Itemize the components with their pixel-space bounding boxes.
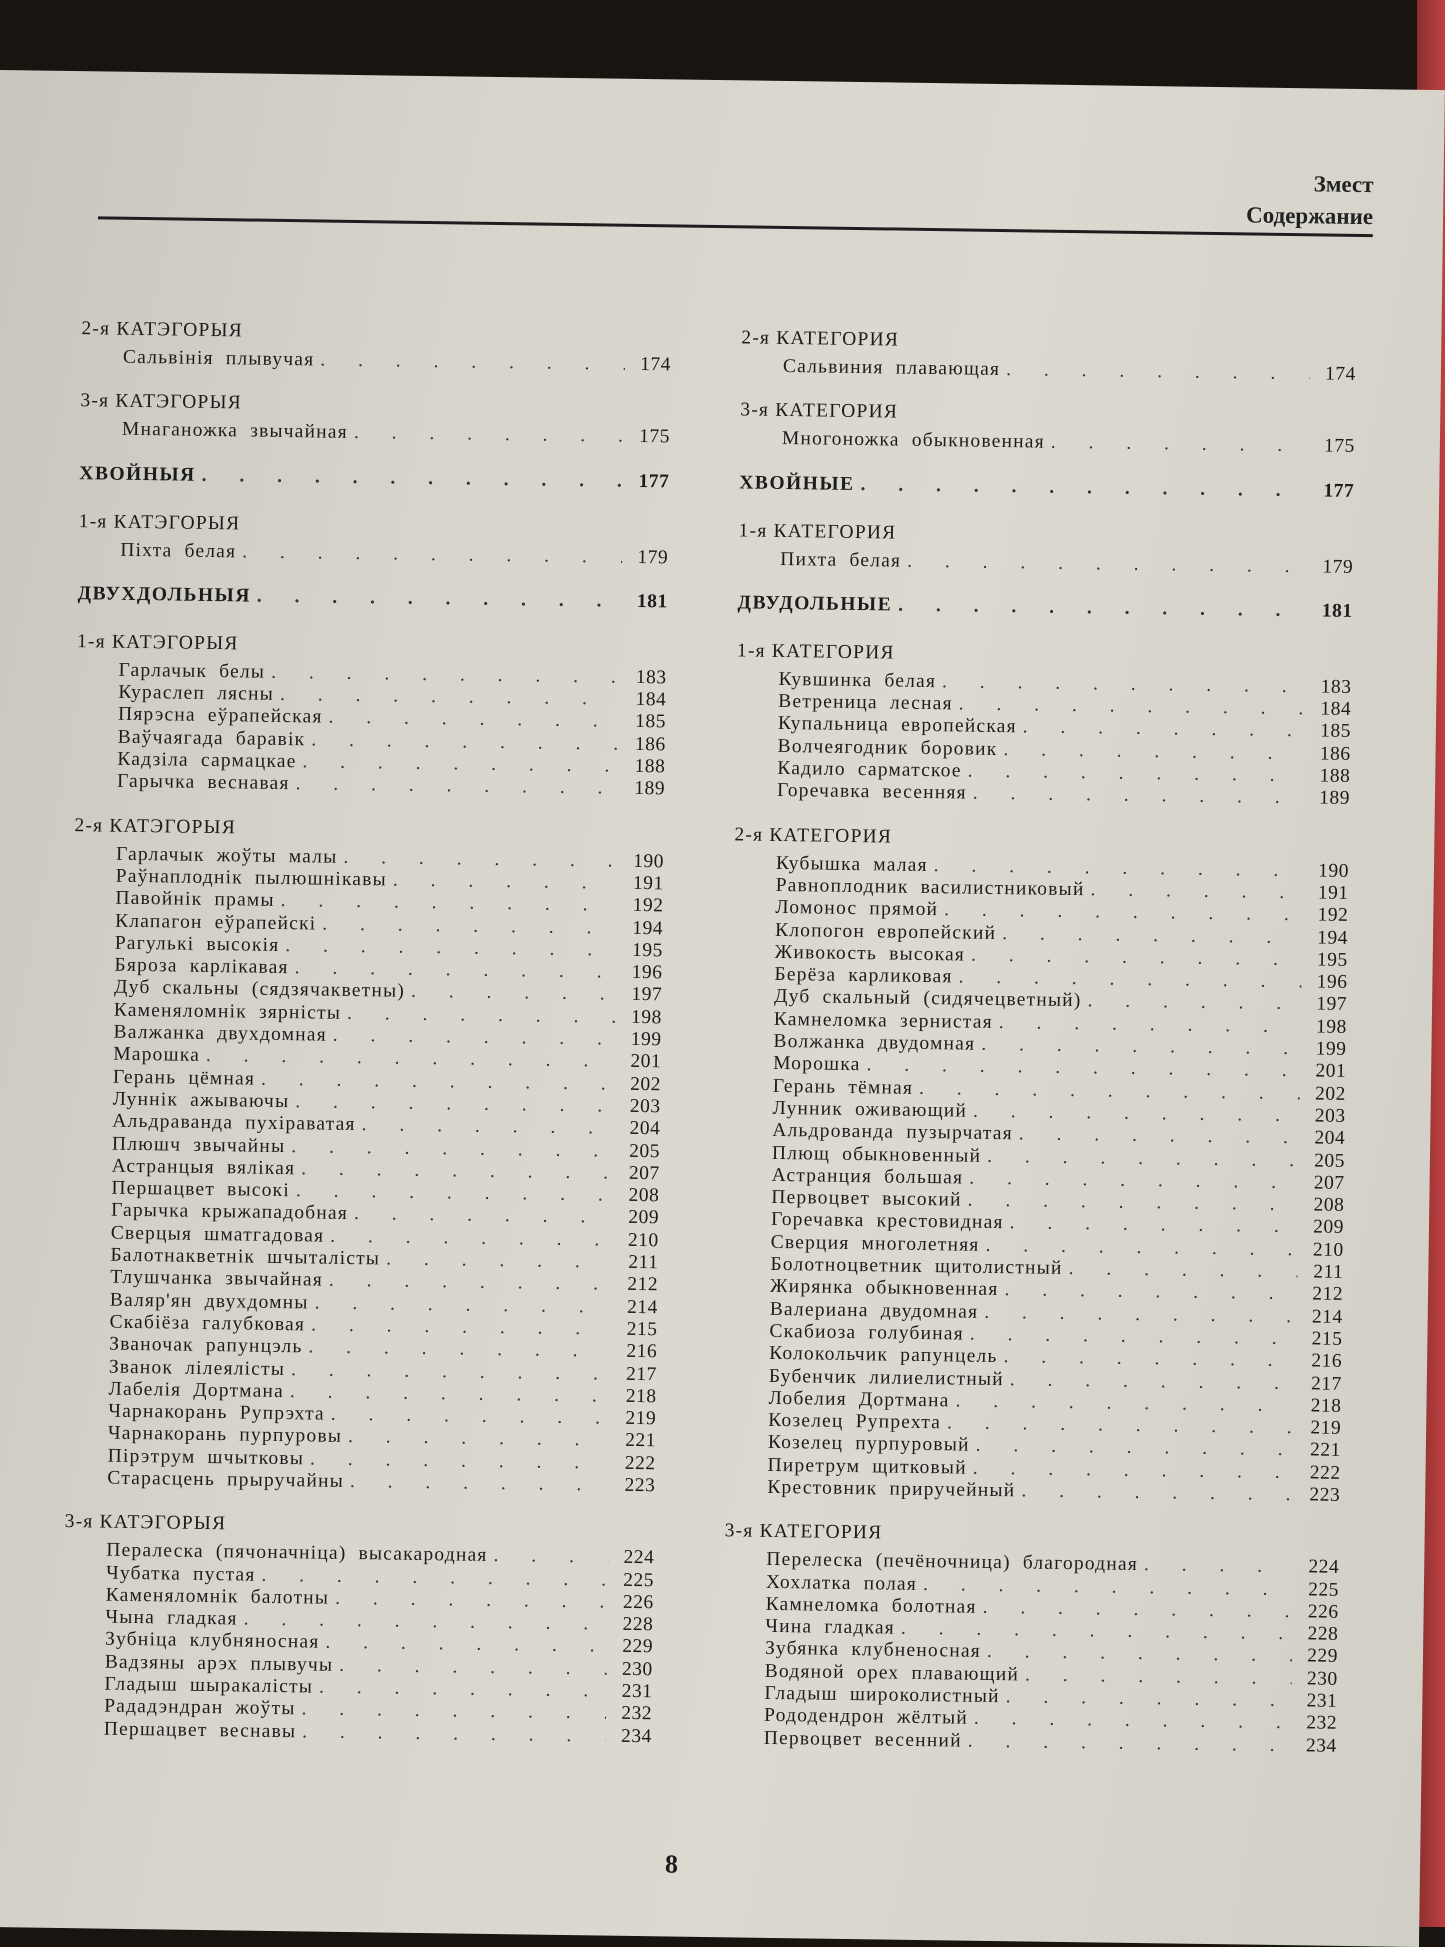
entry-page-number: 226 bbox=[1307, 1601, 1339, 1623]
entry-page-number: 230 bbox=[1306, 1668, 1338, 1690]
category-heading: 3-я КАТЭГОРЫЯ bbox=[64, 1511, 227, 1535]
entry-label: Званок лілеялісты bbox=[108, 1356, 286, 1380]
entry-label: Плюшч звычайны bbox=[111, 1133, 286, 1157]
entry-label: Скабиоза голубиная bbox=[769, 1320, 965, 1345]
entry-page-number: 207 bbox=[628, 1162, 660, 1185]
entry-label: Клопогон европейский bbox=[774, 919, 997, 944]
category-heading: 3-я КАТЕГОРИЯ bbox=[740, 399, 899, 423]
entry-label: Герань тёмная bbox=[772, 1075, 914, 1099]
entry-page-number: 188 bbox=[1319, 765, 1351, 787]
toc-division bbox=[79, 461, 669, 495]
entry-label: Чарнакорань Рупрэхта bbox=[108, 1400, 325, 1425]
entry-label: Горечавка крестовидная bbox=[770, 1209, 1004, 1234]
entry-label: Рададэндран жоўты bbox=[104, 1695, 296, 1720]
toc-entry bbox=[738, 548, 1353, 579]
entry-page-number: 211 bbox=[1313, 1261, 1344, 1283]
entry-label: Кубышка малая bbox=[775, 852, 928, 876]
entry-label: Каменяломнік балотны bbox=[105, 1584, 330, 1609]
entry-page-number: 190 bbox=[1318, 860, 1350, 882]
entry-label: Альдрованда пузырчатая bbox=[772, 1120, 1014, 1145]
entry-label: Марошка bbox=[113, 1044, 201, 1067]
leader-dots bbox=[860, 472, 1308, 504]
book-page bbox=[0, 70, 1445, 1947]
entry-page-number: 205 bbox=[629, 1140, 661, 1162]
entry-page-number: 174 bbox=[640, 353, 672, 376]
entry-page-number: 189 bbox=[634, 778, 666, 800]
entry-label: Герань цёмная bbox=[112, 1066, 256, 1090]
entry-page-number: 191 bbox=[632, 872, 664, 895]
entry-label: Балотнакветнік шчыталісты bbox=[110, 1244, 381, 1270]
leader-dots bbox=[898, 592, 1307, 624]
toc-category bbox=[81, 316, 672, 377]
entry-page-number: 195 bbox=[1316, 949, 1348, 971]
toc-category bbox=[62, 1509, 655, 1748]
entry-page-number: 209 bbox=[628, 1207, 660, 1229]
toc-entry bbox=[81, 346, 671, 377]
entry-label: Крестовник приручейный bbox=[767, 1476, 1016, 1502]
category-entries bbox=[735, 668, 1352, 810]
entry-page-number: 212 bbox=[627, 1274, 659, 1296]
entry-page-number: 204 bbox=[629, 1118, 661, 1140]
leader-dots bbox=[493, 1545, 608, 1569]
entry-label: ХВОЙНЫЕ bbox=[739, 471, 855, 495]
toc-category bbox=[75, 629, 667, 801]
entry-label: Пиретрум щитковый bbox=[767, 1454, 967, 1479]
toc-entry bbox=[740, 428, 1355, 459]
category-entries bbox=[725, 852, 1349, 1507]
entry-page-number: 232 bbox=[621, 1703, 653, 1725]
entry-label: Камнеломка болотная bbox=[765, 1593, 977, 1618]
toc-entry bbox=[80, 418, 670, 449]
entry-page-number: 211 bbox=[628, 1251, 659, 1274]
entry-label: Сверцыя шматгадовая bbox=[110, 1222, 325, 1247]
entry-label: Бубенчик лилиелистный bbox=[768, 1365, 1005, 1390]
entry-page-number: 183 bbox=[1320, 676, 1352, 698]
entry-page-number: 224 bbox=[1308, 1556, 1340, 1579]
leader-dots bbox=[350, 1471, 610, 1497]
entry-label: Валжанка двухдомная bbox=[113, 1021, 328, 1046]
entry-label: Зубянка клубненосная bbox=[764, 1638, 982, 1663]
entry-label: Козелец Рупрехта bbox=[768, 1409, 942, 1434]
entry-page-number: 189 bbox=[1319, 787, 1351, 810]
leader-dots bbox=[354, 422, 624, 448]
entry-page-number: 231 bbox=[621, 1680, 653, 1703]
toc-category bbox=[65, 813, 664, 1498]
leader-dots bbox=[1087, 991, 1301, 1016]
entry-page-number: 225 bbox=[1308, 1578, 1340, 1601]
entry-page-number: 202 bbox=[1314, 1083, 1346, 1105]
entry-label: Астранцыя вялікая bbox=[111, 1155, 296, 1180]
entry-page-number: 226 bbox=[622, 1591, 654, 1614]
entry-label: Мнаганожка звычайная bbox=[121, 419, 349, 444]
category-heading: 2-я КАТЕГОРИЯ bbox=[734, 824, 893, 848]
entry-label: Валериана двудомная bbox=[769, 1298, 979, 1323]
division-row bbox=[79, 461, 669, 495]
entry-label: Болотноцветник щитолистный bbox=[770, 1253, 1063, 1279]
entry-page-number: 190 bbox=[633, 850, 665, 873]
entry-page-number: 179 bbox=[1322, 556, 1354, 578]
entry-page-number: 197 bbox=[1316, 993, 1348, 1016]
entry-label: Астранция большая bbox=[771, 1164, 964, 1189]
entry-label: Купальница европейская bbox=[777, 713, 1017, 738]
toc-category bbox=[80, 388, 671, 449]
category-entries bbox=[738, 548, 1353, 579]
entry-label: Водяной орех плавающий bbox=[764, 1660, 1020, 1686]
entry-label: Скабіёза галубковая bbox=[109, 1311, 306, 1336]
toc-entry bbox=[741, 355, 1356, 386]
entry-page-number: 194 bbox=[1317, 927, 1349, 949]
leader-dots bbox=[1051, 432, 1309, 458]
entry-page-number: 225 bbox=[623, 1569, 655, 1591]
entry-page-number: 222 bbox=[624, 1452, 656, 1474]
entry-page-number: 216 bbox=[626, 1341, 658, 1363]
entry-page-number: 192 bbox=[1317, 904, 1349, 927]
leader-dots bbox=[295, 774, 619, 801]
entry-page-number: 177 bbox=[638, 470, 670, 492]
page-number: 8 bbox=[664, 1849, 679, 1879]
category-heading: 3-я КАТЭГОРЫЯ bbox=[80, 390, 243, 414]
entry-label: Кадзіла сармацкае bbox=[117, 748, 297, 773]
entry-label: Берёза карликовая bbox=[774, 964, 953, 988]
entry-page-number: 198 bbox=[1315, 1016, 1347, 1038]
entry-label: Рагулькі высокія bbox=[114, 932, 280, 956]
entry-label: Вадзяны арэх плывучы bbox=[104, 1651, 334, 1676]
entry-page-number: 222 bbox=[1309, 1462, 1341, 1484]
leader-dots bbox=[320, 350, 625, 377]
category-entries bbox=[740, 428, 1355, 459]
category-entries bbox=[65, 843, 664, 1498]
leader-dots bbox=[973, 783, 1304, 810]
entry-page-number: 215 bbox=[1311, 1328, 1343, 1350]
toc-category bbox=[735, 638, 1352, 810]
entry-label: Живокость высокая bbox=[774, 941, 966, 966]
entry-page-number: 181 bbox=[1321, 600, 1353, 622]
running-head-russian: Содержание bbox=[1245, 202, 1374, 230]
entry-label: Першацвет высокі bbox=[111, 1177, 291, 1202]
toc-division bbox=[78, 581, 668, 615]
entry-page-number: 184 bbox=[635, 689, 667, 711]
entry-page-number: 177 bbox=[1323, 480, 1355, 502]
entry-page-number: 196 bbox=[631, 962, 663, 984]
leader-dots bbox=[1068, 1258, 1297, 1283]
entry-page-number: 186 bbox=[634, 733, 666, 756]
entry-page-number: 181 bbox=[636, 590, 668, 613]
entry-label: Гладыш широколистный bbox=[764, 1682, 1000, 1708]
entry-page-number: 196 bbox=[1316, 971, 1348, 994]
entry-label: ДВУХДОЛЬНЫЯ bbox=[77, 583, 251, 607]
toc-category bbox=[78, 509, 669, 570]
category-heading: 2-я КАТЕГОРИЯ bbox=[741, 327, 900, 351]
entry-page-number: 174 bbox=[1324, 363, 1357, 385]
entry-label: Морошка bbox=[773, 1053, 861, 1076]
entry-page-number: 212 bbox=[1312, 1283, 1344, 1306]
entry-page-number: 185 bbox=[635, 711, 667, 733]
entry-label: Званочак рапунцэль bbox=[109, 1333, 303, 1358]
entry-label: Лунник оживающий bbox=[772, 1097, 968, 1122]
entry-label: Ваўчаягада баравік bbox=[117, 726, 306, 751]
entry-page-number: 229 bbox=[1307, 1645, 1339, 1668]
entry-page-number: 218 bbox=[625, 1385, 657, 1408]
entry-label: Первоцвет весенний bbox=[763, 1727, 962, 1752]
entry-page-number: 195 bbox=[631, 939, 663, 962]
entry-page-number: 223 bbox=[1309, 1484, 1341, 1506]
header-rule bbox=[98, 216, 1373, 237]
entry-label: ХВОЙНЫЯ bbox=[79, 462, 196, 486]
entry-label: Волчеягодник боровик bbox=[777, 735, 998, 760]
entry-label: Дуб скальный (сидячецветный) bbox=[773, 986, 1082, 1012]
entry-label: Многоножка обыкновенная bbox=[781, 428, 1046, 453]
category-entries bbox=[75, 659, 667, 801]
leader-dots bbox=[968, 1730, 1291, 1757]
entry-page-number: 201 bbox=[1315, 1060, 1347, 1083]
leader-dots bbox=[907, 550, 1307, 578]
entry-label: Лобелия Дортмана bbox=[768, 1387, 950, 1412]
entry-page-number: 224 bbox=[623, 1547, 655, 1569]
entry-page-number: 185 bbox=[1319, 720, 1352, 743]
entry-page-number: 219 bbox=[1310, 1417, 1342, 1439]
category-entries bbox=[741, 355, 1356, 386]
entry-page-number: 214 bbox=[1311, 1306, 1343, 1328]
entry-page-number: 219 bbox=[625, 1407, 657, 1430]
entry-page-number: 208 bbox=[1313, 1194, 1345, 1217]
entry-label: Равноплодник василистниковый bbox=[775, 874, 1085, 901]
entry-page-number: 230 bbox=[621, 1658, 653, 1681]
entry-page-number: 210 bbox=[1312, 1239, 1344, 1261]
entry-label: Кураслеп лясны bbox=[118, 681, 275, 706]
toc-category bbox=[741, 325, 1357, 386]
category-heading: 3-я КАТЕГОРИЯ bbox=[724, 1520, 883, 1544]
entry-page-number: 179 bbox=[637, 546, 669, 568]
entry-label: Ломонос прямой bbox=[775, 897, 939, 921]
toc-entry bbox=[78, 539, 668, 570]
entry-page-number: 188 bbox=[634, 756, 666, 778]
entry-page-number: 208 bbox=[628, 1185, 660, 1207]
toc-category bbox=[725, 822, 1349, 1507]
entry-label: Валяр'ян двухдомны bbox=[109, 1289, 309, 1314]
entry-label: Кувшинка белая bbox=[778, 668, 937, 693]
running-head-belarusian: Змест bbox=[1313, 171, 1374, 198]
entry-label: Сальвиния плавающая bbox=[782, 355, 1001, 380]
entry-page-number: 229 bbox=[622, 1636, 654, 1658]
entry-page-number: 175 bbox=[639, 426, 671, 448]
entry-page-number: 221 bbox=[625, 1430, 657, 1452]
entry-label: Плющ обыкновенный bbox=[771, 1142, 982, 1167]
leader-dots bbox=[242, 541, 622, 569]
entry-label: Старасцень прыручайны bbox=[107, 1467, 345, 1492]
division-row bbox=[78, 581, 668, 615]
entry-page-number: 214 bbox=[626, 1296, 658, 1318]
entry-page-number: 197 bbox=[631, 984, 663, 1006]
entry-page-number: 228 bbox=[1307, 1623, 1339, 1646]
entry-label: Дуб скальны (сядзячакветны) bbox=[114, 977, 406, 1003]
entry-label: Волжанка двудомная bbox=[773, 1030, 976, 1055]
toc-column-belarusian bbox=[61, 316, 671, 1768]
category-heading: 1-я КАТЕГОРИЯ bbox=[738, 519, 897, 544]
category-heading: 2-я КАТЭГОРЫЯ bbox=[74, 814, 237, 839]
leader-dots bbox=[257, 584, 622, 615]
entry-label: Кадило сарматское bbox=[777, 758, 962, 782]
entry-label: Ветреница лесная bbox=[778, 691, 953, 715]
entry-page-number: 218 bbox=[1310, 1395, 1342, 1417]
entry-page-number: 217 bbox=[625, 1363, 657, 1385]
entry-page-number: 186 bbox=[1319, 743, 1351, 765]
entry-label: Пералеска (пячоначніца) высакародная bbox=[106, 1539, 488, 1567]
entry-page-number: 205 bbox=[1314, 1149, 1346, 1172]
entry-label: Гарлачык белы bbox=[118, 659, 266, 683]
entry-page-number: 228 bbox=[622, 1614, 654, 1636]
leader-dots bbox=[202, 462, 624, 494]
entry-label: Камнеломка зернистая bbox=[773, 1008, 993, 1033]
entry-label: Рододендрон жёлтый bbox=[763, 1705, 969, 1730]
entry-label: Гарычка веснавая bbox=[116, 771, 290, 795]
entry-page-number: 192 bbox=[632, 895, 664, 917]
category-heading: 1-я КАТЭГОРЫЯ bbox=[78, 510, 241, 534]
toc-division bbox=[737, 590, 1352, 625]
entry-label: Чарнакорань пурпуровы bbox=[107, 1423, 343, 1448]
entry-label: Піхта белая bbox=[120, 539, 237, 562]
entry-page-number: 217 bbox=[1310, 1372, 1342, 1395]
entry-label: Клапагон еўрапейскі bbox=[114, 910, 317, 935]
division-row bbox=[737, 590, 1352, 625]
entry-label: Перелеска (печёночница) благородная bbox=[766, 1549, 1139, 1576]
entry-label: Зубніца клубняносная bbox=[104, 1629, 320, 1654]
entry-page-number: 234 bbox=[1305, 1735, 1337, 1757]
entry-label: Першацвет веснавы bbox=[103, 1718, 297, 1742]
entry-label: Тлушчанка звычайная bbox=[110, 1266, 324, 1291]
entry-label: Павойнік прамы bbox=[115, 887, 275, 912]
leader-dots bbox=[411, 981, 616, 1006]
entry-page-number: 204 bbox=[1314, 1127, 1346, 1150]
category-heading: 1-я КАТЕГОРИЯ bbox=[736, 640, 895, 664]
entry-page-number: 223 bbox=[624, 1474, 656, 1497]
entry-label: Гладыш шыракалісты bbox=[104, 1673, 314, 1698]
entry-label: Пярэсна еўрапейская bbox=[117, 704, 323, 729]
entry-label: Жирянка обыкновенная bbox=[769, 1276, 999, 1301]
entry-label: Пірэтрум шчытковы bbox=[107, 1445, 305, 1470]
entry-label: Сальвінія плывучая bbox=[122, 346, 315, 371]
entry-label: Лабелія Дортмана bbox=[108, 1378, 285, 1402]
entry-label: Гарлачык жоўты малы bbox=[115, 843, 338, 868]
leader-dots bbox=[1006, 359, 1310, 386]
entry-label: Горечавка весенняя bbox=[776, 780, 967, 804]
leader-dots bbox=[393, 870, 618, 895]
division-row bbox=[739, 470, 1354, 505]
category-entries bbox=[78, 539, 668, 570]
entry-page-number: 210 bbox=[627, 1229, 659, 1252]
entry-page-number: 198 bbox=[630, 1006, 662, 1029]
entry-page-number: 202 bbox=[630, 1073, 662, 1095]
entry-page-number: 203 bbox=[629, 1095, 661, 1118]
entry-page-number: 184 bbox=[1320, 698, 1352, 721]
entry-page-number: 221 bbox=[1309, 1439, 1341, 1462]
entry-page-number: 199 bbox=[1315, 1038, 1347, 1060]
entry-page-number: 215 bbox=[626, 1318, 658, 1341]
entry-page-number: 231 bbox=[1306, 1690, 1338, 1712]
entry-page-number: 199 bbox=[630, 1028, 662, 1051]
entry-page-number: 203 bbox=[1314, 1105, 1346, 1127]
leader-dots bbox=[1144, 1554, 1294, 1578]
entry-page-number: 194 bbox=[632, 917, 664, 939]
entry-page-number: 201 bbox=[630, 1051, 662, 1073]
running-head bbox=[1246, 167, 1374, 233]
category-entries bbox=[81, 346, 671, 377]
entry-page-number: 232 bbox=[1306, 1712, 1338, 1735]
entry-label: Колокольчик рапунцель bbox=[769, 1343, 998, 1368]
category-entries bbox=[722, 1549, 1340, 1758]
leader-dots bbox=[1021, 1480, 1294, 1506]
entry-label: Сверция многолетняя bbox=[770, 1231, 980, 1256]
entry-label: Козелец пурпуровый bbox=[767, 1432, 970, 1457]
entry-page-number: 183 bbox=[635, 666, 667, 689]
toc-category bbox=[740, 398, 1356, 459]
leader-dots bbox=[302, 1721, 606, 1748]
entry-label: Первоцвет высокий bbox=[771, 1187, 962, 1211]
entry-label: Чына гладкая bbox=[105, 1606, 238, 1630]
entry-label: Пихта белая bbox=[780, 548, 902, 572]
entry-page-number: 209 bbox=[1313, 1216, 1345, 1239]
category-heading: 1-я КАТЭГОРЫЯ bbox=[76, 631, 239, 655]
entry-label: Гарычка крыжападобная bbox=[110, 1200, 349, 1225]
entry-label: Каменяломнік зярністы bbox=[113, 999, 342, 1024]
entry-label: Раўнаплоднік пылюшнікавы bbox=[115, 865, 388, 891]
leader-dots bbox=[386, 1249, 613, 1274]
entry-label: Чубатка пустая bbox=[105, 1562, 256, 1586]
entry-label: Альдраванда пухіраватая bbox=[112, 1110, 356, 1136]
entry-page-number: 191 bbox=[1317, 882, 1349, 904]
entry-label: Чина гладкая bbox=[765, 1616, 896, 1639]
entry-page-number: 175 bbox=[1323, 435, 1356, 458]
toc-division bbox=[739, 470, 1354, 505]
entry-label: Хохлатка полая bbox=[765, 1571, 918, 1595]
toc-column-russian bbox=[721, 325, 1356, 1777]
entry-label: Луннік ажываючы bbox=[112, 1088, 290, 1113]
entry-page-number: 216 bbox=[1311, 1350, 1343, 1373]
toc-category bbox=[722, 1519, 1340, 1758]
entry-label: ДВУДОЛЬНЫЕ bbox=[737, 592, 893, 616]
entry-page-number: 234 bbox=[620, 1725, 652, 1747]
category-entries bbox=[80, 418, 670, 449]
toc-category bbox=[738, 518, 1354, 579]
entry-page-number: 207 bbox=[1313, 1172, 1345, 1194]
category-heading: 2-я КАТЭГОРЫЯ bbox=[81, 318, 244, 342]
leader-dots bbox=[1090, 879, 1302, 904]
category-entries bbox=[62, 1539, 655, 1748]
entry-label: Бяроза карлікавая bbox=[114, 954, 289, 979]
